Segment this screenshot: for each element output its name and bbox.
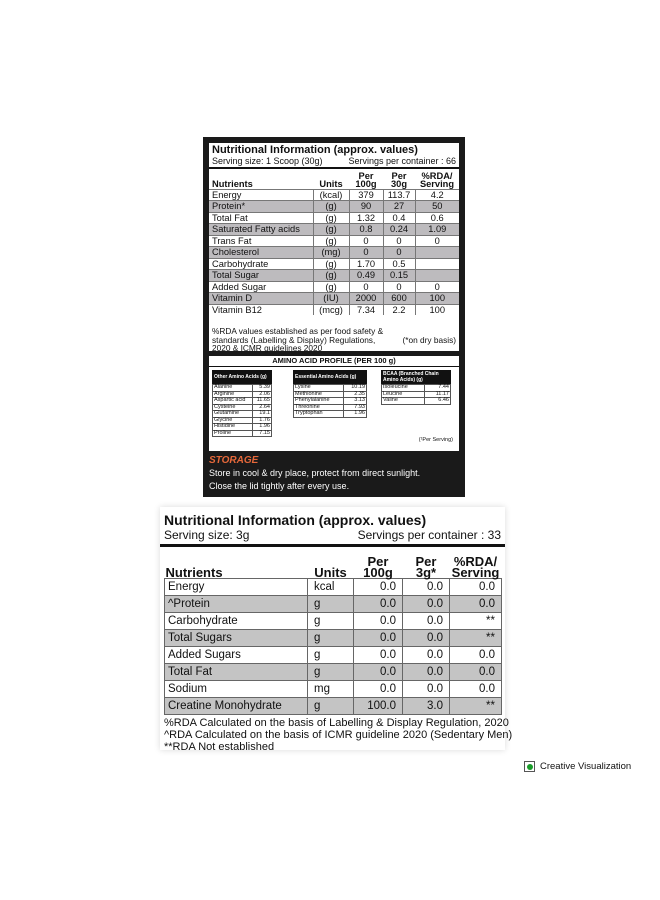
nutrient-per-serving: 0.0 xyxy=(403,629,450,646)
nutrient-unit: (kcal) xyxy=(313,189,349,201)
amino-value: 1.76 xyxy=(253,417,272,424)
label2-serving-size: Serving size: 3g xyxy=(164,528,250,542)
nutrient-unit: (g) xyxy=(313,224,349,236)
nutrient-name: Sodium xyxy=(165,680,308,697)
label2-footnote-line1: %RDA Calculated on the basis of Labelling & Display Regulation, 2020 xyxy=(164,716,509,729)
nutrient-per100: 0.0 xyxy=(354,663,403,680)
label1-header-rda: %RDA/ Serving xyxy=(419,170,455,189)
nutrition-label-creatine xyxy=(160,507,513,753)
amino-acid-panel xyxy=(209,356,459,451)
nutrient-per-serving: 113.7 xyxy=(383,189,415,201)
nutrient-rda: 0.6 xyxy=(415,212,459,224)
amino-name: Glutamine xyxy=(213,411,253,418)
nutrient-unit: (g) xyxy=(313,258,349,270)
nutrient-name: Energy xyxy=(209,189,313,201)
nutrient-row xyxy=(209,281,459,293)
veg-mark-icon xyxy=(524,761,535,772)
nutrient-per100: 0.0 xyxy=(354,629,403,646)
label2-footnote-line3: **RDA Not established xyxy=(164,740,275,753)
nutrient-per-serving: 0.0 xyxy=(403,595,450,612)
creative-visualization-badge xyxy=(524,761,631,772)
nutrient-rda: 0.0 xyxy=(450,680,502,697)
other-amino-table xyxy=(212,384,272,437)
label2-header-nutrients: Nutrients xyxy=(165,564,223,580)
nutrient-row xyxy=(165,646,502,663)
nutrient-per-serving: 0.24 xyxy=(383,224,415,236)
amino-value: 2.06 xyxy=(253,391,272,398)
nutrient-row xyxy=(209,189,459,201)
label1-servings-per-container: Servings per container : 66 xyxy=(348,156,456,166)
nutrient-unit: g xyxy=(308,663,354,680)
amino-value: 2.64 xyxy=(253,404,272,411)
nutrient-row xyxy=(209,293,459,305)
nutrient-name: Total Sugar xyxy=(209,270,313,282)
amino-name: Lysine xyxy=(294,385,344,392)
essential-amino-header: Essential Amino Acids (g) xyxy=(293,370,367,384)
amino-value: 19.1 xyxy=(253,411,272,418)
nutrient-unit: g xyxy=(308,595,354,612)
nutrient-unit: kcal xyxy=(308,578,354,595)
label2-header-per100: Per 100g xyxy=(363,553,393,580)
nutrient-name: Total Sugars xyxy=(165,629,308,646)
amino-value: 7.93 xyxy=(344,404,367,411)
label1-footnote-line3: 2020 & ICMR guidelines 2020 xyxy=(212,343,323,353)
nutrient-per-serving: 0.0 xyxy=(403,578,450,595)
nutrient-name: Total Fat xyxy=(209,212,313,224)
label2-servings-per-container: Servings per container : 33 xyxy=(357,528,501,542)
nutrient-rda xyxy=(415,270,459,282)
nutrient-name: Creatine Monohydrate xyxy=(165,697,308,714)
amino-name: Arginine xyxy=(213,391,253,398)
nutrient-per-serving: 3.0 xyxy=(403,697,450,714)
nutrient-rda: ** xyxy=(450,697,502,714)
label1-footnote-dry-basis: (*on dry basis) xyxy=(402,334,456,345)
label1-nutrition-table xyxy=(209,169,459,315)
amino-name: Threonine xyxy=(294,404,344,411)
nutrient-name: Energy xyxy=(165,578,308,595)
badge-label: Creative Visualization xyxy=(540,761,632,772)
nutrition-label-protein xyxy=(203,137,465,497)
nutrient-per100: 0 xyxy=(349,247,383,259)
nutrient-name: Added Sugar xyxy=(209,281,313,293)
label2-nutrition-table xyxy=(164,547,502,715)
nutrient-rda: 4.2 xyxy=(415,189,459,201)
nutrient-rda: 0.0 xyxy=(450,595,502,612)
nutrient-per-serving: 0 xyxy=(383,281,415,293)
nutrient-per100: 2000 xyxy=(349,293,383,305)
amino-title: AMINO ACID PROFILE (PER 100 g) xyxy=(209,356,459,367)
nutrient-per100: 0 xyxy=(349,281,383,293)
amino-name: Aspartic acid xyxy=(213,398,253,405)
essential-amino-table xyxy=(293,384,367,418)
nutrient-unit: (g) xyxy=(313,270,349,282)
nutrient-row xyxy=(165,680,502,697)
amino-name: Proline xyxy=(213,430,253,437)
nutrient-name: Vitamin D xyxy=(209,293,313,305)
nutrient-row xyxy=(165,595,502,612)
label2-footnotes xyxy=(160,715,513,753)
nutrient-rda: 0 xyxy=(415,281,459,293)
nutrient-per100: 0.0 xyxy=(354,612,403,629)
nutrient-rda: 0.0 xyxy=(450,646,502,663)
nutrient-rda: 0.0 xyxy=(450,663,502,680)
nutrient-row xyxy=(209,247,459,259)
label2-header-per-serving: Per 3g* xyxy=(415,553,437,580)
nutrient-rda: ** xyxy=(450,612,502,629)
amino-name: Cysteine xyxy=(213,404,253,411)
nutrient-per100: 7.34 xyxy=(349,304,383,315)
nutrient-per100: 0.8 xyxy=(349,224,383,236)
amino-value: 11.17 xyxy=(425,391,451,398)
nutrient-per-serving: 2.2 xyxy=(383,304,415,315)
amino-row xyxy=(382,398,451,405)
nutrient-unit: g xyxy=(308,646,354,663)
label1-header-per-serving: Per 30g xyxy=(390,170,408,189)
nutrient-rda xyxy=(415,247,459,259)
nutrient-unit: (g) xyxy=(313,201,349,213)
nutrient-unit: (g) xyxy=(313,281,349,293)
nutrient-row xyxy=(209,235,459,247)
nutrient-row xyxy=(209,212,459,224)
nutrient-per100: 0 xyxy=(349,235,383,247)
amino-name: Leucine xyxy=(382,391,425,398)
nutrient-rda xyxy=(415,258,459,270)
amino-name: Histidine xyxy=(213,424,253,431)
label1-footnote-line1: %RDA values established as per food safety & xyxy=(212,326,384,336)
amino-value: 10.19 xyxy=(344,385,367,392)
nutrient-unit: (g) xyxy=(313,212,349,224)
nutrient-per-serving: 0.0 xyxy=(403,612,450,629)
storage-title: STORAGE xyxy=(209,455,259,466)
nutrient-name: Carbohydrate xyxy=(209,258,313,270)
nutrient-rda: 0 xyxy=(415,235,459,247)
label2-header-rda: %RDA/ Serving xyxy=(451,553,500,580)
nutrient-name: Trans Fat xyxy=(209,235,313,247)
nutrient-row xyxy=(165,697,502,714)
green-dot-icon xyxy=(527,764,533,770)
amino-value: 5.39 xyxy=(253,385,272,392)
nutrient-per-serving: 0 xyxy=(383,235,415,247)
nutrient-unit: g xyxy=(308,629,354,646)
per-serving-note: (¹Per Serving) xyxy=(418,437,453,443)
nutrient-per-serving: 0.4 xyxy=(383,212,415,224)
nutrient-row xyxy=(209,270,459,282)
nutrient-name: Saturated Fatty acids xyxy=(209,224,313,236)
bcaa-column xyxy=(381,370,451,405)
nutrient-per-serving: 27 xyxy=(383,201,415,213)
other-amino-header: Other Amino Acids (g) xyxy=(212,370,272,384)
bcaa-table xyxy=(381,384,451,405)
amino-value: 3.13 xyxy=(344,398,367,405)
amino-row xyxy=(294,411,367,418)
label1-header-nutrients: Nutrients xyxy=(212,179,253,189)
nutrient-unit: g xyxy=(308,612,354,629)
amino-value: 1.96 xyxy=(344,411,367,418)
nutrient-row xyxy=(165,629,502,646)
nutrient-per-serving: 0.0 xyxy=(403,680,450,697)
label2-footnote-line2: ^RDA Calculated on the basis of ICMR guideline 2020 (Sedentary Men) xyxy=(164,728,513,741)
nutrient-row xyxy=(165,612,502,629)
nutrient-per100: 1.32 xyxy=(349,212,383,224)
amino-name: Phenylalanine xyxy=(294,398,344,405)
amino-name: Isoleucine xyxy=(382,385,425,392)
amino-value: 7.44 xyxy=(425,385,451,392)
nutrient-name: Added Sugars xyxy=(165,646,308,663)
nutrient-per-serving: 0 xyxy=(383,247,415,259)
nutrient-per100: 0.0 xyxy=(354,578,403,595)
amino-name: Tryptophan xyxy=(294,411,344,418)
nutrient-name: ^Protein xyxy=(165,595,308,612)
nutrient-rda: ** xyxy=(450,629,502,646)
nutrient-name: Protein* xyxy=(209,201,313,213)
amino-name: Valine xyxy=(382,398,425,405)
nutrient-unit: g xyxy=(308,697,354,714)
nutrient-unit: mg xyxy=(308,680,354,697)
nutrient-per100: 0.49 xyxy=(349,270,383,282)
nutrient-row xyxy=(209,258,459,270)
nutrient-row xyxy=(165,578,502,595)
nutrient-per-serving: 0.15 xyxy=(383,270,415,282)
label2-header-units: Units xyxy=(314,564,347,580)
nutrient-per-serving: 0.5 xyxy=(383,258,415,270)
nutrient-row xyxy=(209,201,459,213)
label1-header-per100: Per 100g xyxy=(355,170,377,189)
nutrient-per-serving: 0.0 xyxy=(403,646,450,663)
label1-serving-size: Serving size: 1 Scoop (30g) xyxy=(212,156,323,166)
label1-footnote-line2: standards (Labelling & Display) Regulations, xyxy=(212,334,376,345)
nutrient-name: Carbohydrate xyxy=(165,612,308,629)
storage-line2: Close the lid tightly after every use. xyxy=(209,481,350,491)
label1-table-body xyxy=(209,189,459,315)
amino-value: 11.65 xyxy=(253,398,272,405)
nutrient-rda: 100 xyxy=(415,304,459,315)
nutrient-name: Total Fat xyxy=(165,663,308,680)
nutrient-unit: (mg) xyxy=(313,247,349,259)
nutrient-per100: 379 xyxy=(349,189,383,201)
nutrient-rda: 100 xyxy=(415,293,459,305)
label1-header-row xyxy=(209,169,459,189)
storage-section xyxy=(209,455,459,493)
nutrient-rda: 50 xyxy=(415,201,459,213)
amino-row xyxy=(213,430,272,437)
essential-amino-column xyxy=(293,370,367,418)
nutrient-rda: 1.09 xyxy=(415,224,459,236)
nutrition-panel xyxy=(209,143,459,351)
amino-name: Methionine xyxy=(294,391,344,398)
nutrient-name: Cholesterol xyxy=(209,247,313,259)
nutrient-unit: (IU) xyxy=(313,293,349,305)
nutrient-per-serving: 600 xyxy=(383,293,415,305)
nutrient-unit: (mcg) xyxy=(313,304,349,315)
amino-value: 2.35 xyxy=(344,391,367,398)
other-amino-column xyxy=(212,370,272,437)
nutrient-row xyxy=(165,663,502,680)
nutrient-unit: (g) xyxy=(313,235,349,247)
nutrient-name: Vitamin B12 xyxy=(209,304,313,315)
nutrient-rda: 0.0 xyxy=(450,578,502,595)
amino-name: Alanine xyxy=(213,385,253,392)
label1-title: Nutritional Information (approx. values) xyxy=(212,144,418,156)
nutrient-per100: 0.0 xyxy=(354,646,403,663)
nutrient-per-serving: 0.0 xyxy=(403,663,450,680)
label1-header-units: Units xyxy=(319,179,343,189)
amino-name: Glycine xyxy=(213,417,253,424)
nutrient-row xyxy=(209,224,459,236)
nutrient-per100: 100.0 xyxy=(354,697,403,714)
amino-value: 6.46 xyxy=(425,398,451,405)
label2-table-body xyxy=(165,578,502,714)
label1-serving-line xyxy=(209,156,459,169)
nutrient-per100: 0.0 xyxy=(354,595,403,612)
amino-value: 1.96 xyxy=(253,424,272,431)
label1-footnote xyxy=(212,327,456,353)
storage-line1: Store in cool & dry place, protect from direct sunlight. xyxy=(209,468,421,478)
amino-value: 7.15 xyxy=(253,430,272,437)
nutrient-per100: 0.0 xyxy=(354,680,403,697)
label2-title: Nutritional Information (approx. values) xyxy=(164,512,427,528)
label2-header-row xyxy=(165,547,502,578)
nutrient-per100: 1.70 xyxy=(349,258,383,270)
nutrient-row xyxy=(209,304,459,315)
bcaa-header: BCAA (Branched Chain Amino Acids) (g) xyxy=(381,370,451,384)
label2-serving-line xyxy=(160,528,505,547)
nutrient-per100: 90 xyxy=(349,201,383,213)
